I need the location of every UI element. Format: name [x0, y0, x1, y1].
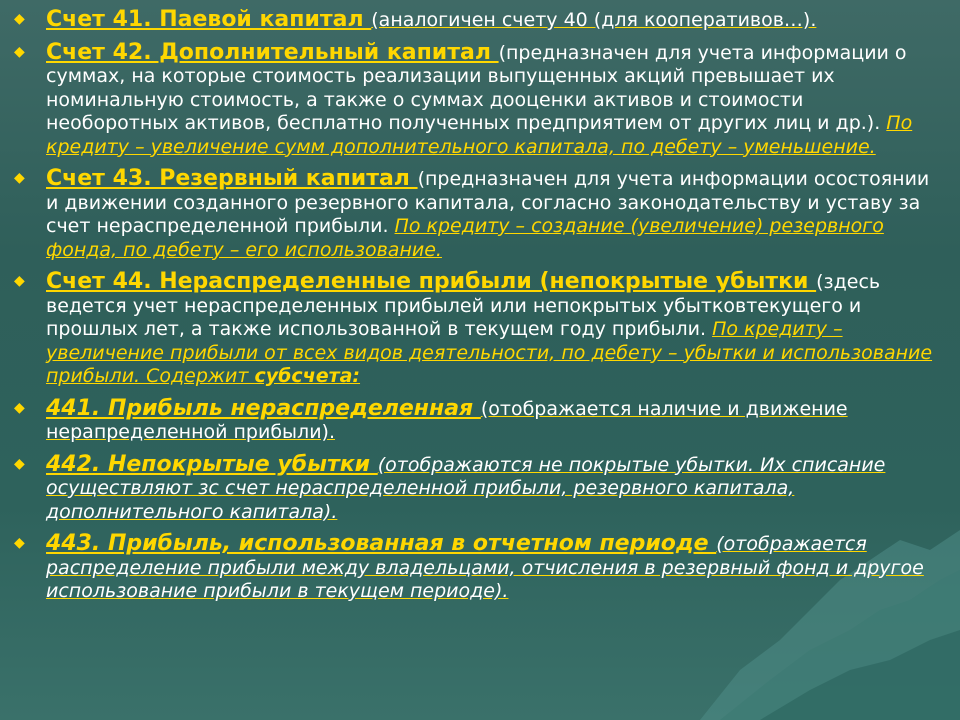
diamond-bullet-icon: ◆ [14, 399, 25, 416]
diamond-bullet-icon: ◆ [14, 455, 25, 472]
list-item [14, 397, 934, 445]
list-item [14, 8, 934, 33]
account-note: По кредиту – увеличение прибыли от всех видов деятельности, по дебету – убытки и использование прибыли. Содержит [46, 318, 933, 387]
subaccounts-label: субсчета: [254, 365, 361, 387]
account-description: (аналогичен счету 40 (для кооперативов…). [371, 9, 817, 31]
account-description: (предназначен для учета информации осостоянии и движении созданного резервного капитала, согласно законодательству и уставу за счет нераспределенной прибыли. [46, 168, 930, 237]
account-description: (предназначен для учета информации о суммах, на которые стоимость реализации выпущенных акций превышает их номинальную стоимость, а также о суммах дооценки активов и стоимости необоротных активов, бесплатно полученных предприятием от других лиц и др.). [46, 41, 907, 134]
subaccount-heading: 441. Прибыль нераспределенная [46, 395, 481, 421]
subaccount-description: (отображаются не покрытые убытки. Их списание осуществляют зс счет нераспределенной прибыли, резервного капитала, дополнительного капитала). [46, 453, 886, 523]
list-item [14, 532, 934, 604]
subaccount-heading: 442. Непокрытые убытки [46, 451, 378, 477]
list-item [14, 453, 934, 525]
account-description: (здесь ведется учет нераспределенных прибылей или непокрытых убытковтекущего и прошлых лет, а также использованной в текущем году прибыли. [46, 271, 881, 340]
diamond-bullet-icon: ◆ [14, 43, 25, 60]
list-item [14, 167, 934, 262]
subaccount-description: (отображается наличие и движение нерапределенной прибыли). [46, 397, 848, 443]
account-heading: Счет 42. Дополнительный капитал [46, 39, 499, 65]
account-heading: Счет 43. Резервный капитал [46, 166, 418, 191]
account-heading: Счет 44. Нераспределенные прибыли (непокрытые убытки [46, 269, 817, 294]
list-item [14, 41, 934, 160]
diamond-bullet-icon: ◆ [14, 11, 25, 27]
account-note: По кредиту – создание (увеличение) резервного фонда, по дебету – его использование. [46, 215, 884, 261]
slide-content [14, 8, 934, 612]
subaccount-heading: 443. Прибыль, использованная в отчетном периоде [46, 531, 717, 556]
account-heading: Счет 41. Паевой капитал [46, 7, 372, 32]
subaccount-description: (отображается распределение прибыли между владельцами, отчисления в резервный фонд и другое использование прибыли в текущем периоде). [46, 533, 924, 602]
diamond-bullet-icon: ◆ [14, 535, 25, 551]
diamond-bullet-icon: ◆ [14, 273, 25, 289]
list-item [14, 270, 934, 389]
account-note: По кредиту – увеличение сумм дополнительного капитала, по дебету – уменьшение. [46, 112, 913, 158]
diamond-bullet-icon: ◆ [14, 170, 25, 186]
